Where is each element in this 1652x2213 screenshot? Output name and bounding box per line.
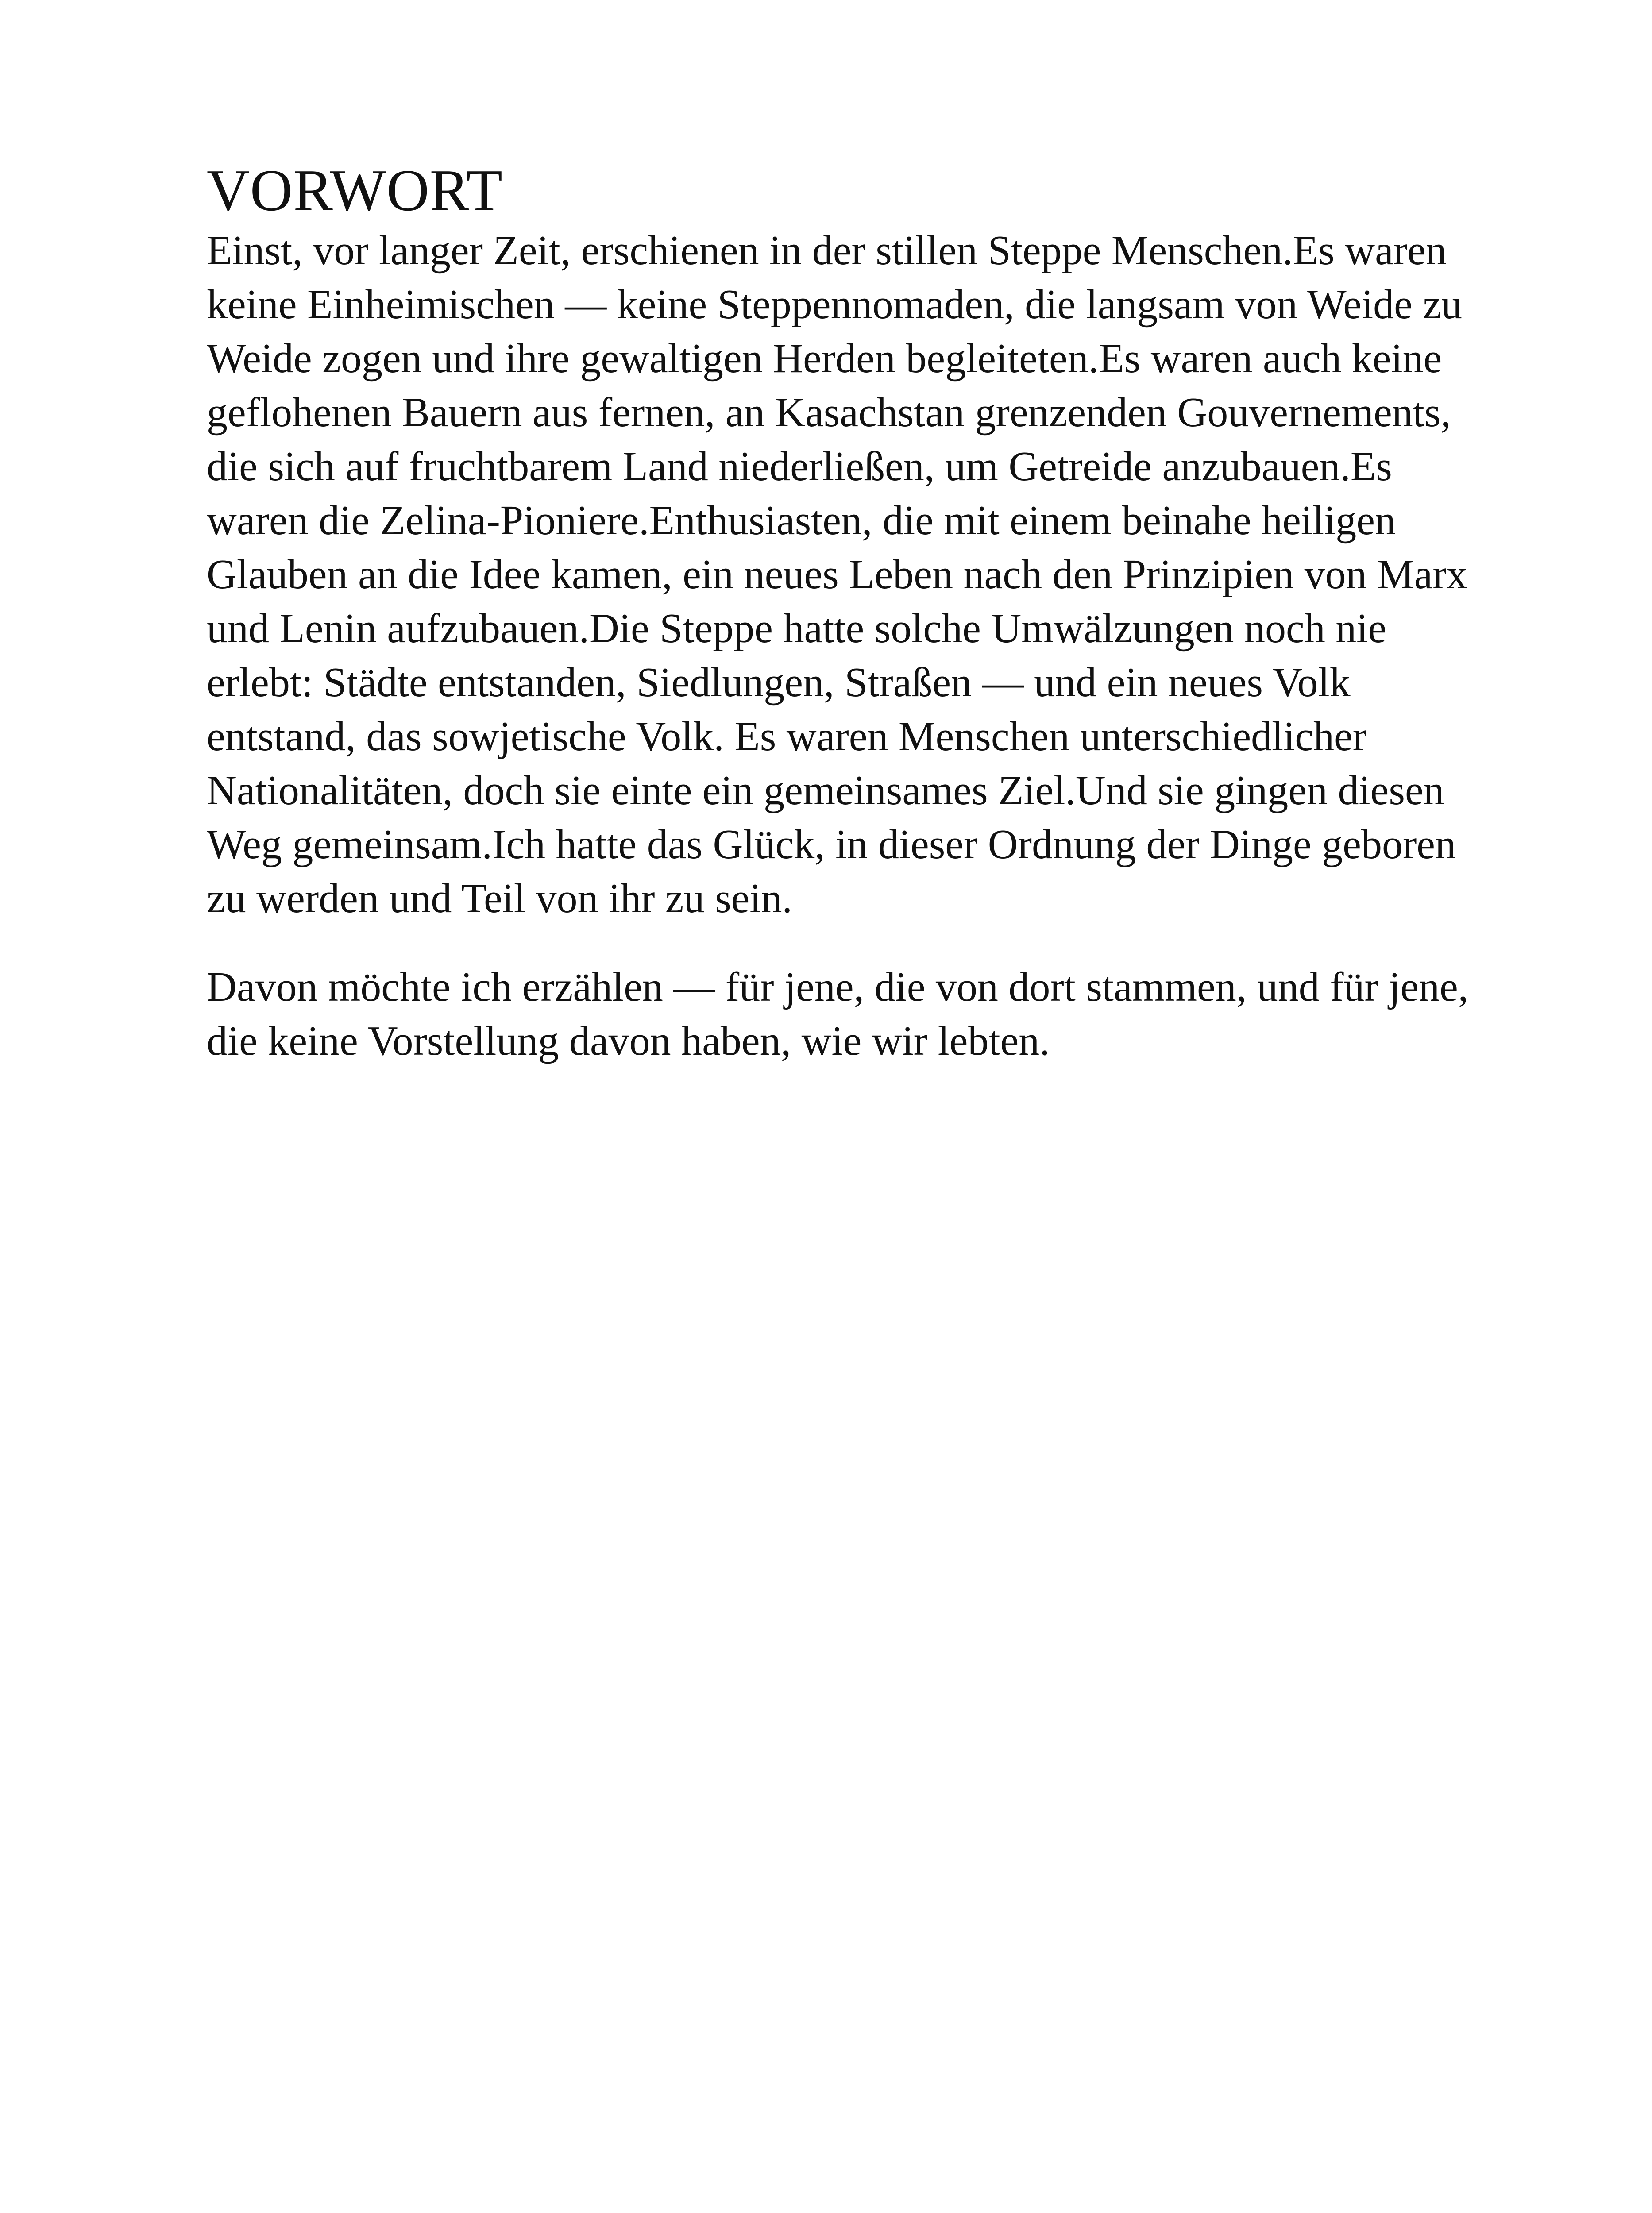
- foreword-heading: VORWORT: [207, 158, 503, 223]
- foreword-paragraph-2: Davon möchte ich erzählen — für jene, die von dort stammen, und für jene, die keine Vorstellung davon haben, wie wir lebten.: [207, 964, 1469, 1064]
- foreword-paragraph-1: Einst, vor langer Zeit, erschienen in der stillen Steppe Menschen.Es waren keine Einheimischen — keine Steppennomaden, die langsam von Weide zu Weide zogen und ihre gewaltigen Herden begleiteten.Es waren auch keine geflohenen Bauern aus fernen, an Kasachstan grenzenden Gouvernements, die sich auf fruchtbarem Land niederließen, um Getreide anzubauen.Es waren die Zelina-Pioniere.Enthusiasten, die mit einem beinahe heiligen Glauben an die Idee kamen, ein neues Leben nach den Prinzipien von Marx und Lenin aufzubauen.Die Steppe hatte solche Umwälzungen noch nie erlebt: Städte entstanden, Siedlungen, Straßen — und ein neues Volk entstand, das sowjetische Volk. Es waren Menschen unterschiedlicher Nationalitäten, doch sie einte ein gemeinsames Ziel.Und sie gingen diesen Weg gemeinsam.Ich hatte das Glück, in dieser Ordnung der Dinge geboren zu werden und Teil von ihr zu sein.: [207, 227, 1467, 921]
- foreword-section: [207, 157, 1490, 1068]
